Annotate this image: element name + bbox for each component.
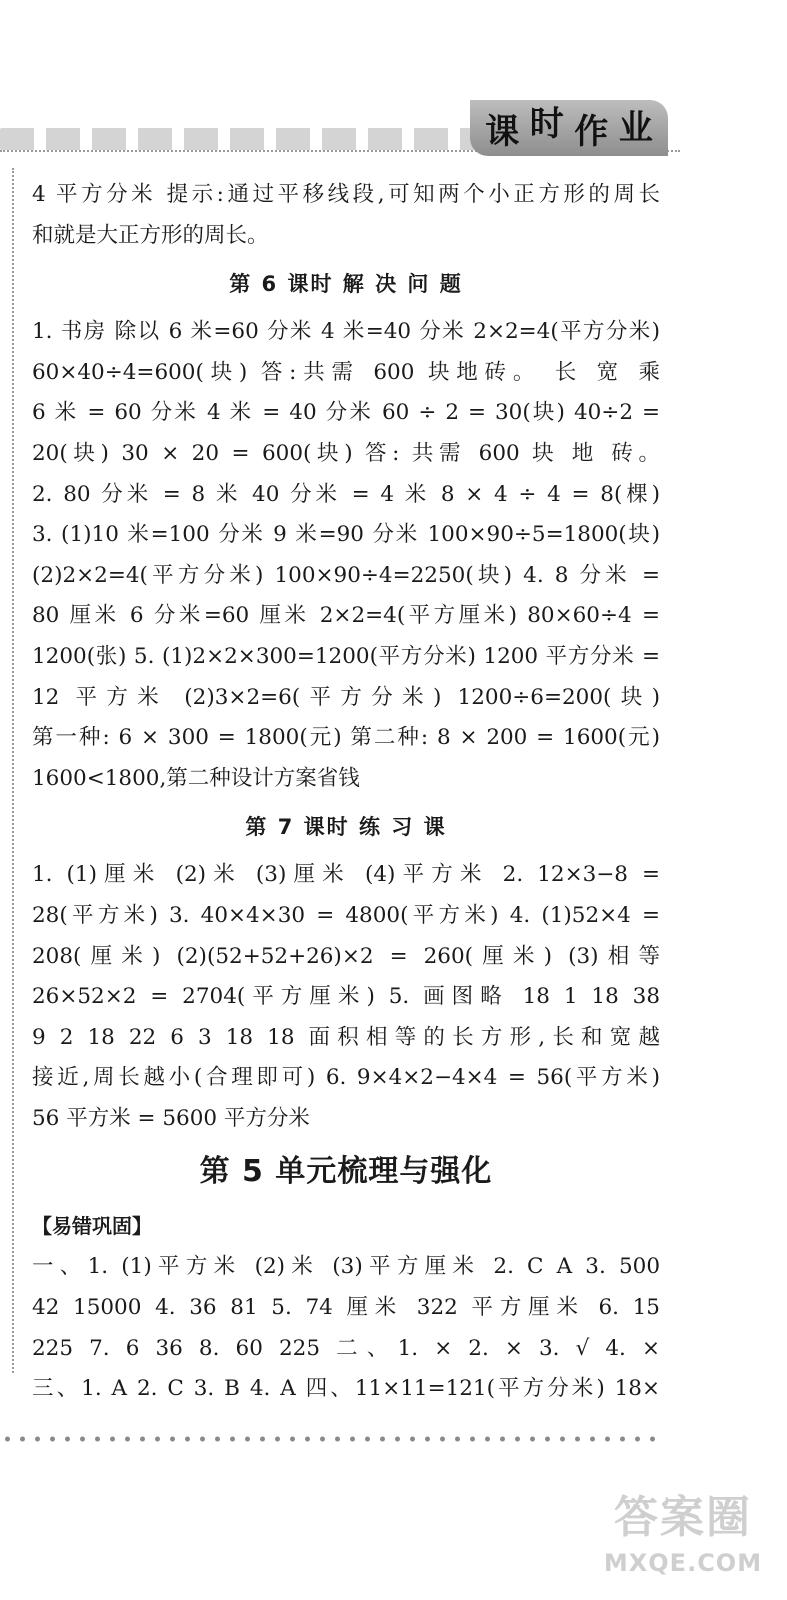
- text-line: 208(厘米) (2)(52+52+26)×2 = 260(厘米) (3)相等: [32, 943, 660, 969]
- lesson6-title: 第 6 课时 解 决 问 题: [229, 272, 463, 297]
- unit5-tag: 【易错巩固】: [32, 1214, 152, 1239]
- text-line: 2. 80 分米 = 8 米 40 分米 = 4 米 8 × 4 ÷ 4 = 8(棵): [32, 481, 660, 507]
- watermark-logo: 答案圈: [614, 1492, 752, 1543]
- badge-char: 课: [485, 111, 520, 152]
- text-line: 1600<1800,第二种设计方案省钱: [32, 765, 360, 791]
- text-line: 1200(张) 5. (1)2×2×300=1200(平方分米) 1200 平方分米 =: [32, 643, 660, 669]
- text-line: 26×52×2 = 2704(平方厘米) 5. 画图略 18 1 18 38: [32, 984, 660, 1010]
- text-line: 4 平方分米 提示:通过平移线段,可知两个小正方形的周长: [32, 182, 660, 207]
- lesson7-title: 第 7 课时 练 习 课: [245, 815, 447, 840]
- badge-char: 业: [618, 107, 653, 148]
- text-line: 60×40÷4=600(块) 答:共需 600 块地砖。 长 宽 乘: [32, 359, 660, 385]
- watermark-site: MXQE.COM: [603, 1549, 763, 1577]
- text-line: 20(块) 30 × 20 = 600(块) 答: 共需 600 块 地 砖。: [32, 440, 660, 466]
- text-line: 三、1. A 2. C 3. B 4. A 四、11×11=121(平方分米) 18×: [32, 1376, 660, 1402]
- header-decoration-band: [0, 128, 520, 150]
- text-line: (2)2×2=4(平方分米) 100×90÷4=2250(块) 4. 8 分米 =: [32, 562, 660, 588]
- text-line: 6 米 = 60 分米 4 米 = 40 分米 60 ÷ 2 = 30(块) 40÷2 =: [32, 400, 660, 426]
- text-line: 28(平方米) 3. 40×4×30 = 4800(平方米) 4. (1)52×4 =: [32, 902, 660, 928]
- watermark: [598, 1488, 768, 1588]
- text-line: 一、1. (1)平方米 (2)米 (3)平方厘米 2. C A 3. 500: [32, 1254, 660, 1280]
- text-line: 接近,周长越小(合理即可) 6. 9×4×2−4×4 = 56(平方米): [32, 1065, 660, 1091]
- text-line: 225 7. 6 36 8. 60 225 二、1. × 2. × 3. √ 4. ×: [32, 1335, 660, 1361]
- text-line: 12 平方米 (2)3×2=6(平方分米) 1200÷6=200(块): [32, 684, 660, 710]
- text-line: 9 2 18 22 6 3 18 18 面积相等的长方形,长和宽越: [32, 1024, 660, 1050]
- badge-char: 作: [574, 111, 609, 152]
- text-line: 1. (1)厘米 (2)米 (3)厘米 (4)平方米 2. 12×3−8 =: [32, 862, 660, 888]
- footer-dotted-border: [0, 1432, 660, 1446]
- badge-char: 时: [529, 103, 564, 144]
- text-line: 42 15000 4. 36 81 5. 74 厘米 322 平方厘米 6. 15: [32, 1295, 660, 1321]
- text-line: 和就是大正方形的周长。: [32, 222, 269, 248]
- text-line: 3. (1)10 米=100 分米 9 米=90 分米 100×90÷5=1800(块): [32, 522, 660, 548]
- header-badge: [470, 100, 668, 156]
- unit5-title: 第 5 单元梳理与强化: [199, 1154, 493, 1190]
- text-line: 1. 书房 除以 6 米=60 分米 4 米=40 分米 2×2=4(平方分米): [32, 319, 660, 345]
- left-dotted-rule: [12, 168, 14, 1373]
- text-line: 80 厘米 6 分米=60 厘米 2×2=4(平方厘米) 80×60÷4 =: [32, 603, 660, 629]
- answer-content: [32, 175, 660, 1410]
- text-line: 56 平方米 = 5600 平方分米: [32, 1105, 310, 1131]
- text-line: 第一种: 6 × 300 = 1800(元) 第二种: 8 × 200 = 1600(元): [32, 725, 660, 751]
